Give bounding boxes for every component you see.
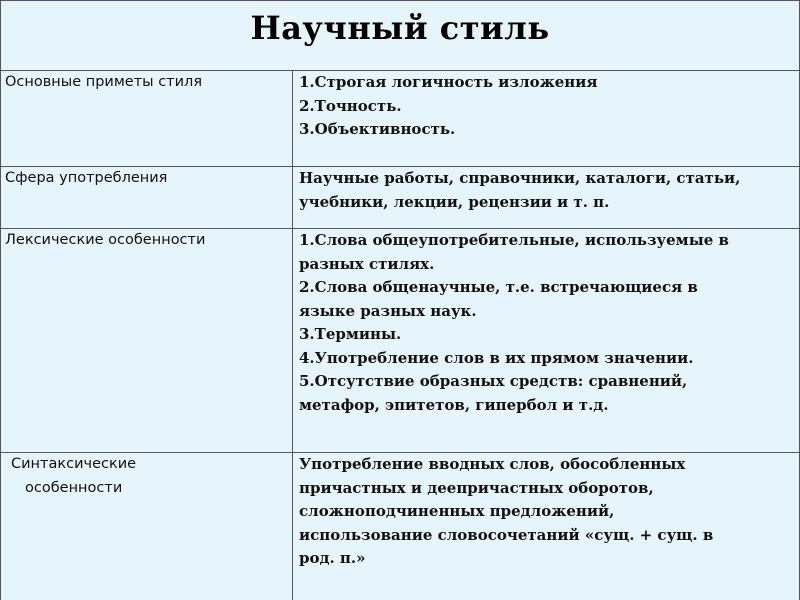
- row-label: Лексические особенности: [5, 232, 206, 248]
- row-value-line: 4.Употребление слов в их прямом значении.: [299, 348, 694, 367]
- table-row: [1, 167, 800, 229]
- row-value-line: сложноподчиненных предложений,: [299, 502, 615, 520]
- row-value-line: 5.Отсутствие образных средств: сравнений,: [299, 372, 688, 390]
- row-value-cell: [293, 167, 800, 229]
- row-value-cell: [293, 453, 800, 600]
- row-label-cell: [1, 71, 293, 167]
- row-label-cell: [1, 453, 293, 600]
- row-value-line: 3.Термины.: [299, 325, 402, 343]
- row-value-line: 2.Слова общенаучные, т.е. встречающиеся в: [299, 278, 698, 296]
- row-label: Синтаксические: [11, 456, 137, 472]
- row-value-line: 1.Строгая логичность изложения: [299, 73, 598, 91]
- row-label: Основные приметы стиля: [5, 74, 203, 90]
- row-value-line: род. п.»: [299, 549, 366, 567]
- row-value-line: 1.Слова общеупотребительные, используемые в: [299, 231, 729, 249]
- row-value-line: языке разных наук.: [299, 301, 477, 320]
- row-value-line: разных стилях.: [299, 254, 435, 273]
- row-value-line: Употребление вводных слов, обособленных: [299, 455, 686, 473]
- row-label-cell: [1, 229, 293, 453]
- title-cell: [0, 0, 800, 71]
- row-value-cell: [293, 71, 800, 167]
- row-value-line: учебники, лекции, рецензии и т. п.: [299, 192, 610, 211]
- row-value-line: 2.Точность.: [299, 96, 402, 115]
- table-row: [1, 229, 800, 453]
- slide-title: Научный стиль: [250, 9, 550, 47]
- row-value-line: Научные работы, справочники, каталоги, статьи,: [299, 169, 741, 187]
- row-label: особенности: [25, 479, 123, 496]
- row-value-line: причастных и деепричастных оборотов,: [299, 478, 654, 497]
- row-value-line: использование словосочетаний «сущ. + сущ. в: [299, 525, 714, 544]
- style-table: [0, 70, 800, 600]
- row-value-line: метафор, эпитетов, гипербол и т.д.: [299, 395, 609, 414]
- row-label: Сфера употребления: [5, 170, 168, 186]
- row-value-cell: [293, 229, 800, 453]
- table-row: [1, 71, 800, 167]
- row-label-cell: [1, 167, 293, 229]
- table-row: [1, 453, 800, 600]
- row-value-line: 3.Объективность.: [299, 120, 456, 138]
